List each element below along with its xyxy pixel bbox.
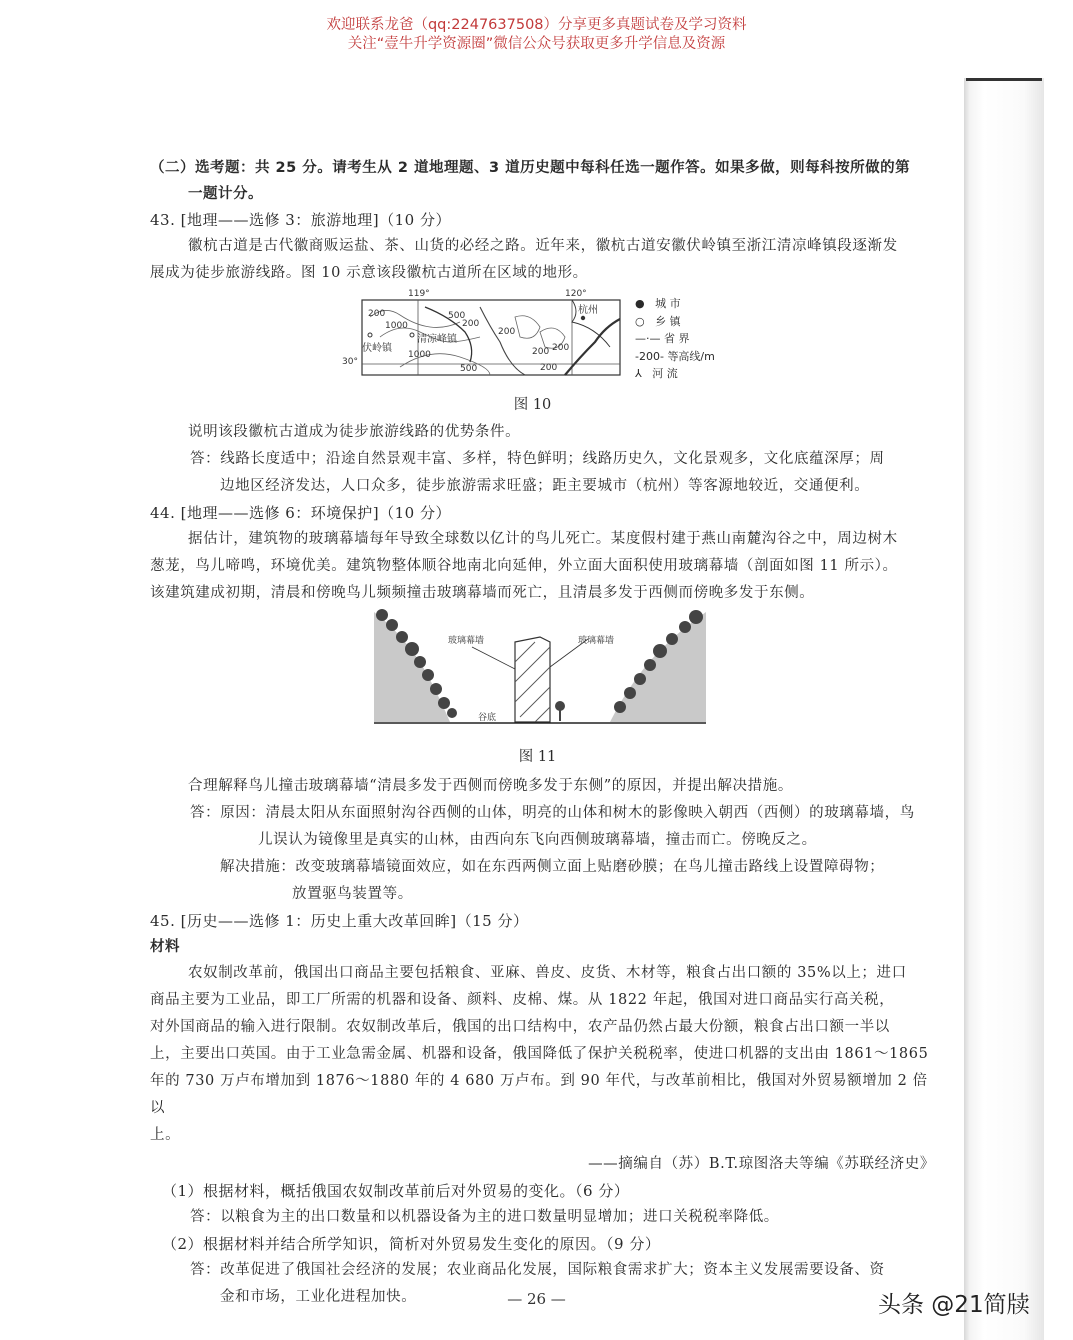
q45-material-line: 年的 730 万卢布增加到 1876～1880 年的 4 680 万卢布。到 90 年代，与改革前相比，俄国对外贸易额增加 2 倍以 xyxy=(150,1073,928,1116)
valley-cross-section xyxy=(360,607,720,732)
town-icon: ○ xyxy=(635,314,645,328)
section-heading-line2: 一题计分。 xyxy=(188,186,263,202)
lon-120-label: 120° xyxy=(565,289,587,299)
source-watermark: 头条 @21简牍 xyxy=(878,1292,1030,1318)
q45-citation: ——摘编自（苏）B.T.琼图洛夫等编《苏联经济史》 xyxy=(588,1156,935,1172)
page-edge-shadow xyxy=(964,78,1044,1340)
contour-label: 200 xyxy=(462,319,480,329)
figure-11-cross-section xyxy=(360,607,720,747)
q45-sub2-answer-line2: 金和市场，工业化进程加快。 xyxy=(220,1289,417,1305)
q44-stem-line2: 葱茏，鸟儿啼鸣，环境优美。建筑物整体顺谷地南北向延伸，外立面大面积使用玻璃幕墙（剖面如图 11 所示）。 xyxy=(150,558,898,574)
q45-sub2-question: （2）根据材料并结合所学知识，简析对外贸易发生变化的原因。（9 分） xyxy=(162,1235,661,1253)
lon-119-label: 119° xyxy=(408,289,430,299)
legend-town: ○ 乡 镇 xyxy=(635,314,681,328)
q45-material-line: 上，主要出口英国。由于工业急需金属、机器和设备，俄国降低了保护关税税率，使进口机器的支出由 1861～1865 xyxy=(150,1046,929,1062)
province-border-icon: —·— xyxy=(635,332,661,345)
q44-stem-line3: 该建筑建成初期，清晨和傍晚鸟儿频频撞击玻璃幕墙而死亡，且清晨多发于西侧而傍晚多发于东侧。 xyxy=(150,585,815,601)
q44-answer-reason-line1: 答：原因：清晨太阳从东面照射沟谷西侧的山体，明亮的山体和树木的影像映入朝西（西侧）的玻璃幕墙，鸟 xyxy=(190,805,915,821)
q45-title: 45. [历史——选修 1：历史上重大改革回眸]（15 分） xyxy=(150,912,529,930)
contour-label: 200 xyxy=(532,347,550,357)
q43-question: 说明该段徽杭古道成为徒步旅游线路的优势条件。 xyxy=(188,424,521,440)
lat-30-label: 30° xyxy=(342,357,358,367)
q44-answer-measure-line1: 解决措施：改变玻璃幕墙镜面效应，如在东西两侧立面上贴磨砂膜；在鸟儿撞击路线上设置障碍物； xyxy=(220,859,885,875)
map-legend xyxy=(635,295,715,383)
q45-sub1-question: （1）根据材料，概括俄国农奴制改革前后对外贸易的变化。（6 分） xyxy=(162,1182,630,1200)
contour-line-icon: -200- xyxy=(635,349,664,363)
figure-10-caption: 图 10 xyxy=(513,397,552,413)
figure-11-caption: 图 11 xyxy=(518,749,557,765)
q44-stem-line1: 据估计，建筑物的玻璃幕墙每年导致全球数以亿计的鸟儿死亡。某度假村建于燕山南麓沟谷之中，周边树木 xyxy=(188,531,898,547)
page-edge-top-line xyxy=(966,78,1042,81)
q45-material-line: 对外国商品的输入进行限制。农奴制改革后，俄国的出口结构中，农产品仍然占最大份额，粮食占出口额一半以 xyxy=(150,1019,890,1035)
place-fuling: 伏岭镇 xyxy=(362,343,392,354)
contour-label: 200 xyxy=(498,327,516,337)
watermark-line-1: 欢迎联系龙爸（qq:2247637508）分享更多真题试卷及学习资料 xyxy=(326,17,747,33)
legend-border: —·— 省 界 xyxy=(635,332,690,345)
city-icon: ● xyxy=(635,297,645,310)
q45-sub2-answer-line1: 答：改革促进了俄国社会经济的发展；农业商品化发展，国际粮食需求扩大；资本主义发展需要设备、资 xyxy=(190,1262,885,1278)
q45-material-line: 商品主要为工业品，即工厂所需的机器和设备、颜料、皮棉、煤。从 1822 年起，俄国对进口商品实行高关税， xyxy=(150,992,895,1008)
page-number: — 26 — xyxy=(507,1290,566,1308)
q45-material-line: 上。 xyxy=(150,1127,181,1143)
legend-river: ⅄ 河 流 xyxy=(635,367,678,380)
contour-label: 200 xyxy=(552,343,570,353)
exam-page-content xyxy=(150,155,935,1311)
q43-title: 43. [地理——选修 3：旅游地理]（10 分） xyxy=(150,211,451,229)
place-qingliangfeng: 清凉峰镇 xyxy=(417,334,457,345)
figure-10-map xyxy=(340,287,740,395)
valley-floor-label: 谷底 xyxy=(478,713,497,723)
contour-label: 200 xyxy=(540,363,558,373)
contour-label: 500 xyxy=(460,364,478,374)
q45-material-line: 农奴制改革前，俄国出口商品主要包括粮食、亚麻、兽皮、皮货、木材等，粮食占出口额的 35%以上；进口 xyxy=(188,965,907,981)
q45-material-label: 材料 xyxy=(150,939,180,955)
q44-question: 合理解释鸟儿撞击玻璃幕墙“清晨多发于西侧而傍晚多发于东侧”的原因，并提出解决措施。 xyxy=(188,778,793,794)
watermark-header xyxy=(0,16,1073,54)
contour-label: 200 xyxy=(368,309,386,319)
legend-city: ● 城 市 xyxy=(635,297,681,310)
place-hangzhou: 杭州 xyxy=(578,305,598,316)
contour-label: 500 xyxy=(448,311,466,321)
section-heading-line1: （二）选考题：共 25 分。请考生从 2 道地理题、3 道历史题中每科任选一题作答。如果多做，则每科按所做的第 xyxy=(150,160,911,176)
q43-stem-line2: 展成为徒步旅游线路。图 10 示意该段徽杭古道所在区域的地形。 xyxy=(150,265,588,281)
q43-stem-line1: 徽杭古道是古代徽商贩运盐、茶、山货的必经之路。近年来，徽杭古道安徽伏岭镇至浙江清凉峰镇段逐渐发 xyxy=(188,238,898,254)
contour-label: 1000 xyxy=(408,350,431,360)
q43-answer-line2: 边地区经济发达，人口众多，徒步旅游需求旺盛；距主要城市（杭州）等客源地较近，交通便利。 xyxy=(220,478,870,494)
glass-curtain-wall-label-left: 玻璃幕墙 xyxy=(448,636,485,646)
legend-contour: -200- 等高线/m xyxy=(635,349,715,363)
glass-curtain-wall-label-right: 玻璃幕墙 xyxy=(578,636,615,646)
contour-label: 1000 xyxy=(385,321,408,331)
q43-answer-line1: 答：线路长度适中；沿途自然景观丰富、多样，特色鲜明；线路历史久，文化景观多，文化底蕴深厚；周 xyxy=(190,451,885,467)
q44-answer-reason-line2: 儿误认为镜像里是真实的山林，由西向东飞向西侧玻璃幕墙，撞击而亡。傍晚反之。 xyxy=(258,832,817,848)
river-icon: ⅄ xyxy=(635,367,642,380)
q44-title: 44. [地理——选修 6：环境保护]（10 分） xyxy=(150,504,451,522)
q44-answer-measure-line2: 放置驱鸟装置等。 xyxy=(292,886,413,902)
watermark-line-2: 关注“壹牛升学资源圈”微信公众号获取更多升学信息及资源 xyxy=(347,36,726,52)
q45-sub1-answer: 答：以粮食为主的出口数量和以机器设备为主的进口数量明显增加；进口关税税率降低。 xyxy=(190,1209,779,1225)
